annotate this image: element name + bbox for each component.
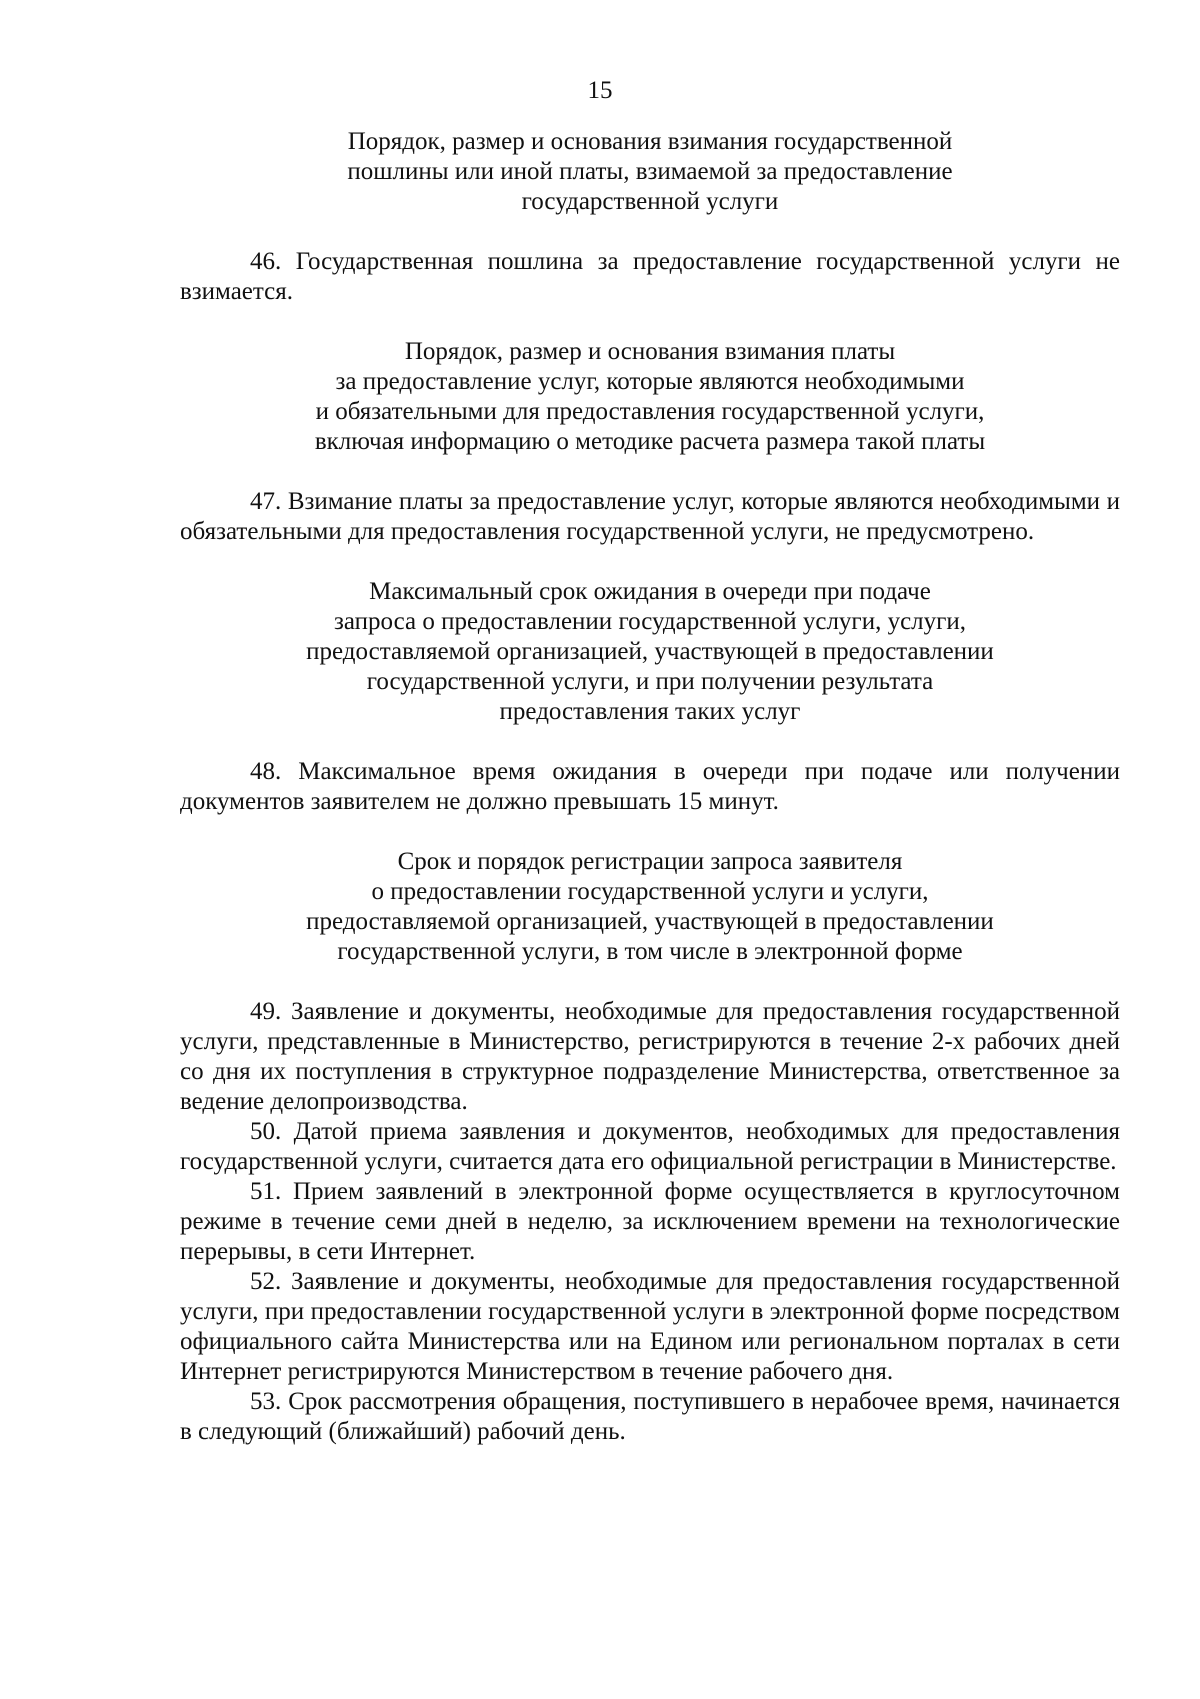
paragraph-50: 50. Датой приема заявления и документов, необходимых для предоставления государственной услуги, считается дата его официальной регистрации в Министерстве. [180, 1118, 1120, 1175]
section-heading-queue-time: Максимальный срок ожидания в очереди при подаче запроса о предоставлении государственной услуги, услуги, предоставляемой организацией, участвующей в предоставлении государственной услуги, и при получении результата предоставления таких услуг [306, 578, 994, 725]
paragraph-47: 47. Взимание платы за предоставление услуг, которые являются необходимыми и обязательными для предоставления государственной услуги, не предусмотрено. [180, 488, 1120, 545]
paragraph-51: 51. Прием заявлений в электронной форме осуществляется в круглосуточном режиме в течение семи дней в неделю, за исключением времени на технологические перерывы, в сети Интернет. [180, 1178, 1120, 1265]
section-heading-payment-for-services: Порядок, размер и основания взимания платы за предоставление услуг, которые являются необходимыми и обязательными для предоставления государственной услуги, включая информацию о методике расчета размера такой платы [314, 338, 986, 455]
section-heading-fee: Порядок, размер и основания взимания государственной пошлины или иной платы, взимаемой за предоставление государственной услуги [347, 128, 953, 215]
paragraph-49: 49. Заявление и документы, необходимые для предоставления государственной услуги, представленные в Министерство, регистрируются в течение 2-х рабочих дней со дня их поступления в структурное подразделение Министерства, ответственное за ведение делопроизводства. [180, 998, 1120, 1115]
paragraph-46: 46. Государственная пошлина за предоставление государственной услуги не взимается. [180, 248, 1120, 305]
section-heading-registration: Срок и порядок регистрации запроса заявителя о предоставлении государственной услуги и услуги, предоставляемой организацией, участвующей в предоставлении государственной услуги, в том числе в электронной форме [306, 848, 994, 965]
paragraph-52: 52. Заявление и документы, необходимые для предоставления государственной услуги, при предоставлении государственной услуги в электронной форме посредством официального сайта Министерства или на Едином или региональном порталах в сети Интернет регистрируются Министерством в течение рабочего дня. [180, 1268, 1120, 1385]
paragraph-53: 53. Срок рассмотрения обращения, поступившего в нерабочее время, начинается в следующий (ближайший) рабочий день. [180, 1388, 1120, 1445]
paragraph-48: 48. Максимальное время ожидания в очереди при подаче или получении документов заявителем не должно превышать 15 минут. [180, 758, 1120, 815]
page-content [180, 127, 1120, 1447]
page-number: 15 [587, 77, 613, 104]
